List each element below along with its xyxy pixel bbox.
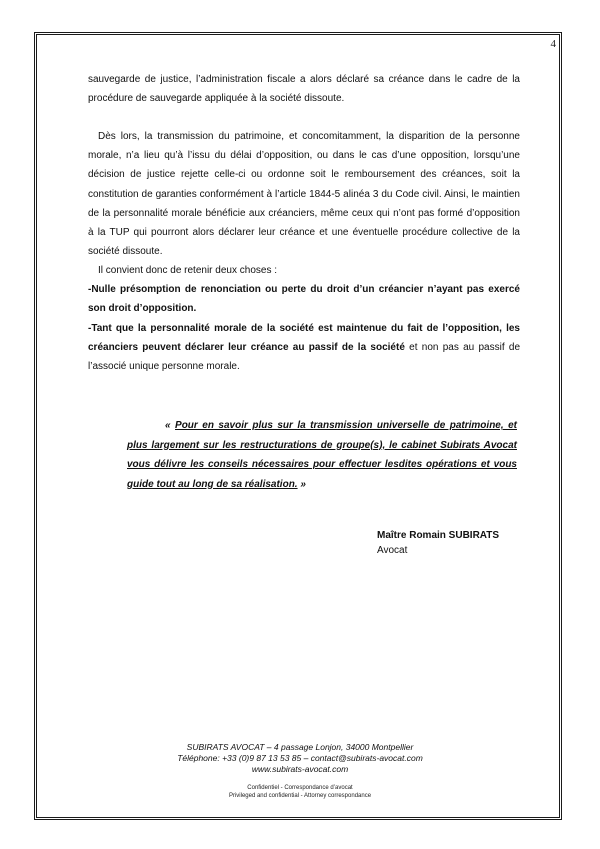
footer-address: SUBIRATS AVOCAT – 4 passage Lonjon, 34000 Montpellier — [186, 742, 414, 752]
page-number: 4 — [550, 38, 556, 50]
closing-quote — [127, 416, 517, 494]
paragraph-2: Dès lors, la transmission du patrimoine, et concomitamment, la disparition de la personne morale, n’a lieu qu’à l’issu du délai d’opposition, ou dans le cas d’une opposition, lorsqu’une décision de justice rejette celle-ci ou ordonne soit le remboursement des créances, soit la constitution de garanties conformément à l’article 1844-5 alinéa 3 du Code civil. Ainsi, le maintien de la personnalité morale bénéficie aux créanciers, même ceux qui n’ont pas formé d’opposition à la TUP qui pourront alors déclarer leur créance et une éventuelle procédure collective de la société dissoute. — [88, 131, 520, 258]
bullet-2 — [88, 319, 520, 377]
footer-confidential-en: Privileged and confidential - Attorney correspondance — [228, 793, 372, 799]
paragraph-1: sauvegarde de justice, l’administration fiscale a alors déclaré sa créance dans le cadre de la procédure de sauvegarde appliquée à la société dissoute. — [88, 74, 520, 105]
bullet-1: -Nulle présomption de renonciation ou perte du droit d’un créancier n’ayant pas exercé son droit d’opposition. — [88, 284, 520, 315]
footer-website: www.subirats-avocat.com — [251, 764, 349, 774]
quote-close: » — [297, 478, 306, 490]
paragraph-3: Il convient donc de retenir deux choses : — [98, 265, 277, 276]
footer-contact — [0, 742, 600, 775]
footer-confidential — [0, 784, 600, 800]
quote-text: Pour en savoir plus sur la transmission universelle de patrimoine, et plus largement sur les restructurations de groupe(s), le cabinet Subirats Avocat vous délivre les conseils nécessaires pour effectuer lesdites opérations et vous guide tout au long de sa réalisation. — [127, 420, 517, 490]
quote-open: « — [165, 420, 176, 431]
footer-confidential-fr: Confidentiel - Correspondance d’avocat — [247, 785, 353, 791]
bullet-2-rest: et non pas au passif de l’associé unique personne morale. — [88, 342, 521, 373]
bullet-2-bold: -Tant que la personnalité morale de la société est maintenue du fait de l’opposition, les créanciers peuvent déclarer leur créance au passif de la société — [88, 323, 520, 354]
signature-title: Avocat — [377, 545, 408, 556]
signature-name: Maître Romain SUBIRATS — [377, 530, 500, 541]
footer-phone-email: Téléphone: +33 (0)9 87 13 53 85 – contact@subirats-avocat.com — [177, 753, 423, 763]
signature-block — [377, 528, 499, 558]
